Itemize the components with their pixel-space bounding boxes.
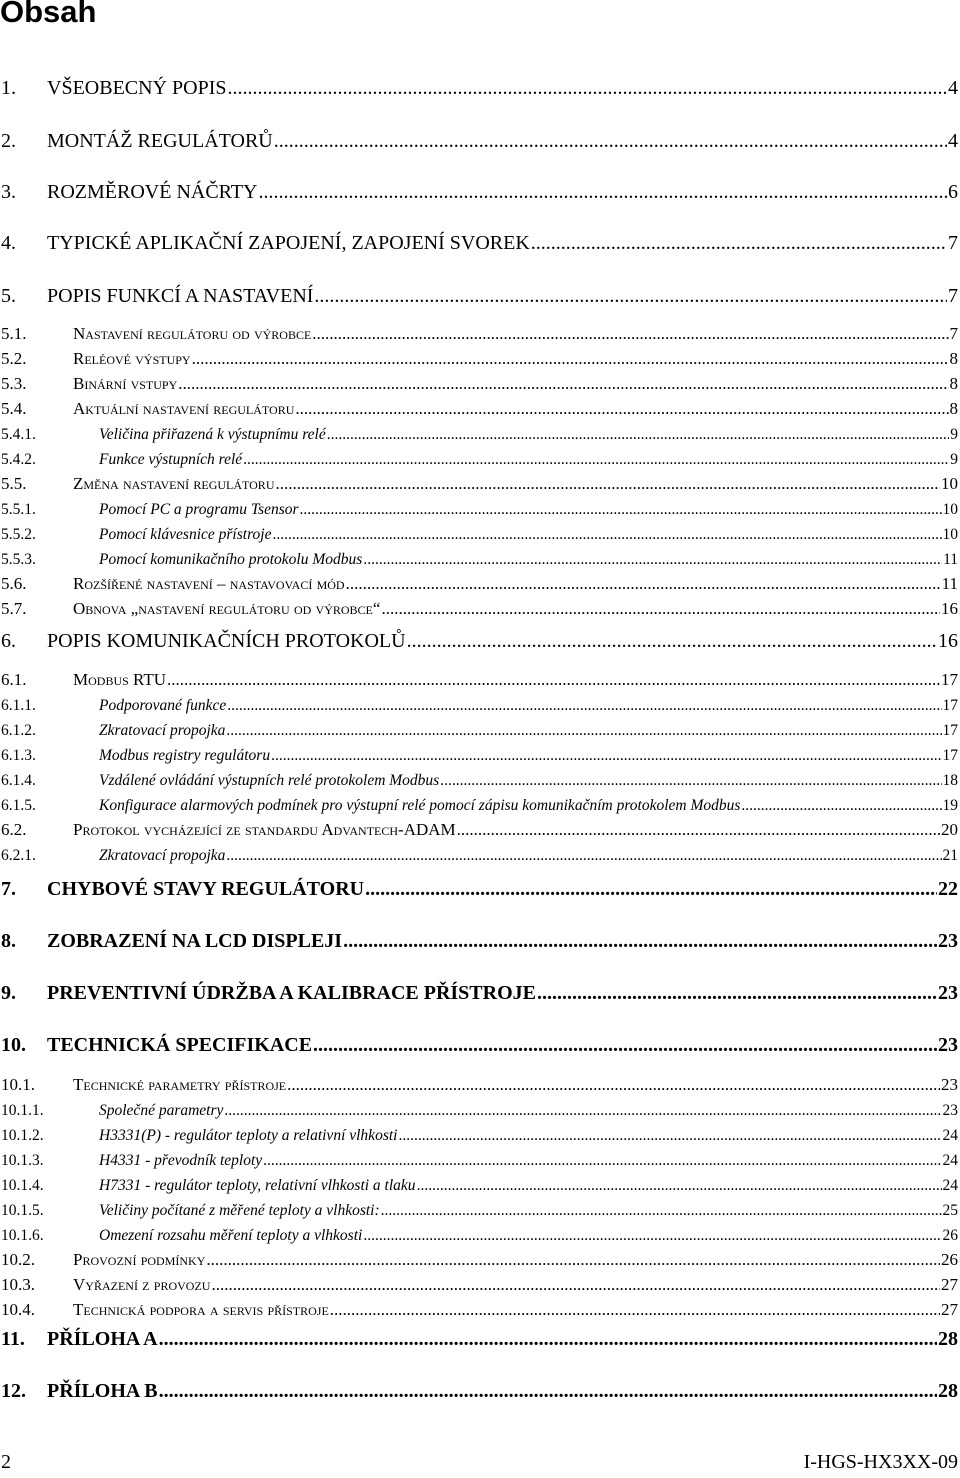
- toc-entry-number: 5.4.2.: [1, 451, 36, 468]
- toc-entry-title: Aktuální nastavení regulátoru: [73, 399, 295, 418]
- toc-entry[interactable]: [0, 1031, 958, 1057]
- toc-entry-number: 10.: [1, 1034, 26, 1056]
- toc-dot-leader: [272, 526, 941, 544]
- toc-entry-page: 7: [948, 285, 958, 307]
- toc-dot-leader: [227, 697, 941, 715]
- toc-dot-leader: [167, 670, 940, 690]
- toc-dot-leader: [159, 1380, 937, 1403]
- toc-entry-title: H7331 - regulátor teploty, relativní vlhkosti a tlaku: [99, 1177, 416, 1194]
- toc-entry-number: 6.1.: [1, 670, 27, 689]
- toc-entry-number: 10.4.: [1, 1300, 35, 1319]
- toc-dot-leader: [363, 551, 942, 569]
- toc-dot-leader: [287, 1075, 940, 1095]
- toc-entry-number: 5.2.: [1, 349, 27, 368]
- toc-entry-number: 5.: [1, 285, 16, 307]
- toc-entry-number: 5.3.: [1, 374, 27, 393]
- toc-entry-title: H4331 - převodník teploty: [99, 1152, 263, 1169]
- toc-entry[interactable]: [0, 979, 958, 1005]
- toc-entry[interactable]: [0, 839, 958, 865]
- toc-entry-title: Provozní podmínky: [73, 1250, 206, 1269]
- toc-dot-leader: [274, 130, 947, 153]
- toc-entry[interactable]: [0, 1244, 958, 1270]
- toc-entry-page: 23: [941, 1075, 958, 1094]
- toc-entry-page: 9: [950, 426, 958, 443]
- toc-entry-number: 10.2.: [1, 1250, 35, 1269]
- toc-dot-leader: [741, 797, 941, 815]
- toc-dot-leader: [381, 599, 940, 619]
- toc-entry-number: 5.4.: [1, 399, 27, 418]
- toc-entry-title: MONTÁŽ REGULÁTORŮ: [47, 130, 273, 152]
- toc-dot-leader: [192, 349, 949, 369]
- toc-entry-page: 11: [943, 551, 958, 568]
- toc-entry-title: Rozšířené nastavení – nastavovací mód: [73, 574, 345, 593]
- toc-dot-leader: [313, 1034, 937, 1057]
- toc-dot-leader: [263, 1152, 941, 1170]
- toc-dot-leader: [381, 1202, 942, 1220]
- toc-entry[interactable]: [0, 1294, 958, 1320]
- toc-entry-number: 5.7.: [1, 599, 27, 618]
- toc-entry-title: Protokol vycházející ze standardu Advantech-ADAM: [73, 820, 456, 839]
- toc-dot-leader: [243, 451, 949, 469]
- toc-entry-number: 6.1.4.: [1, 772, 36, 789]
- toc-dot-leader: [457, 820, 940, 840]
- toc-entry-title: Pomocí klávesnice přístroje: [99, 526, 272, 543]
- toc-entry-title: Omezení rozsahu měření teploty a vlhkosti: [99, 1227, 363, 1244]
- toc-dot-leader: [275, 474, 940, 494]
- toc-dot-leader: [226, 722, 941, 740]
- toc-entry-number: 1.: [1, 77, 16, 99]
- toc-dot-leader: [330, 1300, 940, 1320]
- toc-entry-title: Vyřazení z provozu: [73, 1275, 211, 1294]
- toc-entry-page: 20: [941, 820, 958, 839]
- toc-entry-title: ROZMĚROVÉ NÁČRTY: [47, 181, 258, 203]
- toc-entry-page: 27: [941, 1275, 958, 1294]
- toc-entry[interactable]: [0, 1169, 958, 1195]
- toc-entry-number: 6.1.5.: [1, 797, 36, 814]
- toc-entry-title: Veličina přiřazená k výstupnímu relé: [99, 426, 326, 443]
- toc-entry-title: ZOBRAZENÍ NA LCD DISPLEJI: [47, 930, 343, 952]
- toc-dot-leader: [440, 772, 941, 790]
- toc-entry-number: 5.5.2.: [1, 526, 36, 543]
- toc-dot-leader: [417, 1177, 942, 1195]
- toc-entry[interactable]: [0, 1194, 958, 1220]
- toc-entry-page: 9: [950, 451, 958, 468]
- toc-entry[interactable]: [0, 229, 958, 255]
- toc-entry-page: 26: [941, 1250, 958, 1269]
- toc-entry-title: VŠEOBECNÝ POPIS: [47, 77, 227, 99]
- toc-entry[interactable]: [0, 1144, 958, 1170]
- toc-entry[interactable]: [0, 282, 958, 308]
- toc-entry-title: Zkratovací propojka: [99, 722, 226, 739]
- toc-entry-page: 8: [949, 349, 958, 368]
- toc-entry[interactable]: [0, 493, 958, 519]
- toc-entry-title: Konfigurace alarmových podmínek pro výstupní relé pomocí zápisu komunikačním protokolem Modbus: [99, 797, 741, 814]
- toc-entry[interactable]: [0, 593, 958, 619]
- toc-dot-leader: [346, 574, 941, 594]
- toc-entry-title: Modbus registry regulátoru: [99, 747, 271, 764]
- toc-entry-page: 23: [938, 1034, 958, 1056]
- toc-entry-number: 2.: [1, 130, 16, 152]
- toc-entry-title: Funkce výstupních relé: [99, 451, 243, 468]
- toc-dot-leader: [258, 181, 947, 204]
- toc-entry-title: PŘÍLOHA A: [47, 1328, 158, 1350]
- toc-entry-number: 7.: [1, 878, 16, 900]
- toc-entry-number: 6.: [1, 630, 16, 652]
- toc-entry-number: 6.2.1.: [1, 847, 36, 864]
- toc-entry-title: Veličiny počítané z měřené teploty a vlhkosti:: [99, 1202, 380, 1219]
- toc-entry-page: 24: [942, 1127, 958, 1144]
- toc-entry[interactable]: [0, 127, 958, 153]
- toc-entry-page: 7: [949, 324, 958, 343]
- toc-entry-page: 19: [942, 797, 958, 814]
- footer-page-number: 2: [1, 1451, 11, 1473]
- toc-entry-page: 27: [941, 1300, 958, 1319]
- toc-entry-title: TECHNICKÁ SPECIFIKACE: [47, 1034, 313, 1056]
- toc-entry-number: 10.1.1.: [1, 1102, 44, 1119]
- toc-entry-number: 10.1.3.: [1, 1152, 44, 1169]
- toc-entry-number: 5.5.3.: [1, 551, 36, 568]
- toc-entry-title: Obnova „nastavení regulátoru od výrobce“: [73, 599, 381, 618]
- toc-entry-title: Binární vstupy: [73, 374, 178, 393]
- toc-entry-number: 10.1.2.: [1, 1127, 44, 1144]
- toc-entry[interactable]: [0, 664, 958, 690]
- toc-entry-number: 6.1.2.: [1, 722, 36, 739]
- toc-entry[interactable]: [0, 318, 958, 344]
- toc-entry[interactable]: [0, 568, 958, 594]
- toc-entry-title: Pomocí PC a programu Tsensor: [99, 501, 299, 518]
- toc-entry[interactable]: [0, 1219, 958, 1245]
- toc-entry[interactable]: [0, 368, 958, 394]
- toc-entry-title: Společné parametry: [99, 1102, 224, 1119]
- toc-dot-leader: [407, 630, 937, 653]
- toc-entry-number: 10.1.6.: [1, 1227, 44, 1244]
- toc-entry[interactable]: [0, 74, 958, 100]
- toc-entry-page: 23: [938, 982, 958, 1004]
- toc-entry-page: 21: [942, 847, 958, 864]
- toc-dot-leader: [327, 426, 950, 444]
- toc-entry-number: 5.4.1.: [1, 426, 36, 443]
- toc-entry-title: Vzdálené ovládání výstupních relé protokolem Modbus: [99, 772, 440, 789]
- toc-dot-leader: [226, 847, 941, 865]
- toc-entry-number: 5.5.: [1, 474, 27, 493]
- toc-entry-title: Podporované funkce: [99, 697, 227, 714]
- toc-dot-leader: [159, 1328, 937, 1351]
- toc-entry-title: Pomocí komunikačního protokolu Modbus: [99, 551, 363, 568]
- toc-entry-number: 9.: [1, 982, 16, 1004]
- toc-entry-number: 4.: [1, 232, 16, 254]
- toc-entry-number: 6.1.3.: [1, 747, 36, 764]
- toc-entry-title: Změna nastavení regulátoru: [73, 474, 275, 493]
- toc-dot-leader: [206, 1250, 940, 1270]
- toc-entry-number: 12.: [1, 1380, 26, 1402]
- toc-entry-page: 17: [941, 670, 958, 689]
- toc-entry-page: 28: [938, 1328, 958, 1350]
- toc-entry[interactable]: [0, 518, 958, 544]
- toc-entry-page: 28: [938, 1380, 958, 1402]
- toc-entry-number: 6.1.1.: [1, 697, 36, 714]
- toc-dot-leader: [365, 878, 937, 901]
- toc-entry-number: 6.2.: [1, 820, 27, 839]
- toc-entry-number: 11.: [1, 1328, 25, 1350]
- toc-entry-title: H3331(P) - regulátor teploty a relativní vlhkosti: [99, 1127, 398, 1144]
- toc-entry[interactable]: [0, 343, 958, 369]
- toc-entry-number: 5.1.: [1, 324, 27, 343]
- toc-entry[interactable]: [0, 1094, 958, 1120]
- toc-entry-page: 10: [941, 474, 958, 493]
- toc-entry-title: Zkratovací propojka: [99, 847, 226, 864]
- toc-entry-page: 26: [942, 1227, 958, 1244]
- toc-entry-page: 24: [942, 1177, 958, 1194]
- toc-entry-page: 22: [938, 878, 958, 900]
- toc-entry-page: 10: [942, 526, 958, 543]
- toc-entry[interactable]: [0, 468, 958, 494]
- toc-entry-page: 23: [938, 930, 958, 952]
- toc-dot-leader: [343, 930, 937, 953]
- toc-entry[interactable]: [0, 418, 958, 444]
- toc-entry-title: POPIS KOMUNIKAČNÍCH PROTOKOLŮ: [47, 630, 406, 652]
- toc-entry-page: 4: [948, 77, 958, 99]
- toc-entry[interactable]: [0, 689, 958, 715]
- toc-entry-title: Technické parametry přístroje: [73, 1075, 287, 1094]
- toc-entry-page: 17: [942, 747, 958, 764]
- toc-entry-number: 10.1.4.: [1, 1177, 44, 1194]
- footer-document-code: I-HGS-HX3XX-09: [803, 1451, 958, 1473]
- toc-entry-page: 10: [942, 501, 958, 518]
- toc-entry-title: TYPICKÉ APLIKAČNÍ ZAPOJENÍ, ZAPOJENÍ SVOREK: [47, 232, 530, 254]
- toc-entry-page: 16: [941, 599, 958, 618]
- toc-entry[interactable]: [0, 739, 958, 765]
- toc-entry-page: 11: [941, 574, 958, 593]
- toc-entry-title: PREVENTIVNÍ ÚDRŽBA A KALIBRACE PŘÍSTROJE: [47, 982, 536, 1004]
- toc-entry[interactable]: [0, 1069, 958, 1095]
- toc-entry-number: 10.1.: [1, 1075, 35, 1094]
- toc-entry-page: 7: [948, 232, 958, 254]
- toc-dot-leader: [363, 1227, 941, 1245]
- toc-entry-page: 16: [938, 630, 958, 652]
- toc-entry[interactable]: [0, 543, 958, 569]
- toc-dot-leader: [398, 1127, 941, 1145]
- page-title: Obsah: [0, 0, 97, 29]
- toc-entry-title: Nastavení regulátoru od výrobce: [73, 324, 312, 343]
- toc-entry-page: 18: [942, 772, 958, 789]
- toc-entry[interactable]: [0, 764, 958, 790]
- toc-entry-page: 24: [942, 1152, 958, 1169]
- toc-dot-leader: [295, 399, 948, 419]
- toc-entry[interactable]: [0, 814, 958, 840]
- toc-entry[interactable]: [0, 393, 958, 419]
- toc-entry[interactable]: [0, 443, 958, 469]
- toc-dot-leader: [227, 77, 947, 100]
- toc-entry-title: Technická podpora a servis přístroje: [73, 1300, 329, 1319]
- toc-entry-page: 8: [949, 374, 958, 393]
- toc-entry[interactable]: [0, 627, 958, 653]
- toc-entry-number: 3.: [1, 181, 16, 203]
- toc-entry[interactable]: [0, 714, 958, 740]
- toc-entry-title: CHYBOVÉ STAVY REGULÁTORU: [47, 878, 365, 900]
- toc-entry-page: 17: [942, 697, 958, 714]
- toc-entry-title: Reléové výstupy: [73, 349, 191, 368]
- toc-dot-leader: [312, 324, 948, 344]
- toc-dot-leader: [224, 1102, 941, 1120]
- toc-entry[interactable]: [0, 1377, 958, 1403]
- toc-entry[interactable]: [0, 927, 958, 953]
- toc-dot-leader: [211, 1275, 940, 1295]
- toc-entry-page: 4: [948, 130, 958, 152]
- toc-dot-leader: [300, 501, 942, 519]
- toc-entry[interactable]: [0, 789, 958, 815]
- toc-entry-number: 10.3.: [1, 1275, 35, 1294]
- toc-entry[interactable]: [0, 1269, 958, 1295]
- toc-entry-number: 5.6.: [1, 574, 27, 593]
- toc-dot-leader: [314, 285, 947, 308]
- toc-entry[interactable]: [0, 178, 958, 204]
- toc-entry[interactable]: [0, 1119, 958, 1145]
- toc-entry-page: 17: [942, 722, 958, 739]
- toc-entry[interactable]: [0, 1325, 958, 1351]
- toc-dot-leader: [531, 232, 947, 255]
- toc-entry-page: 8: [949, 399, 958, 418]
- toc-entry-page: 6: [948, 181, 958, 203]
- toc-entry-page: 23: [942, 1102, 958, 1119]
- toc-entry-title: POPIS FUNKCÍ A NASTAVENÍ: [47, 285, 314, 307]
- toc-dot-leader: [271, 747, 941, 765]
- toc-entry-number: 5.5.1.: [1, 501, 36, 518]
- toc-entry-title: Modbus RTU: [73, 670, 167, 689]
- toc-entry-number: 8.: [1, 930, 16, 952]
- toc-dot-leader: [537, 982, 937, 1005]
- toc-entry[interactable]: [0, 875, 958, 901]
- toc-dot-leader: [178, 374, 948, 394]
- toc-entry-title: PŘÍLOHA B: [47, 1380, 158, 1402]
- toc-entry-page: 25: [942, 1202, 958, 1219]
- toc-entry-number: 10.1.5.: [1, 1202, 44, 1219]
